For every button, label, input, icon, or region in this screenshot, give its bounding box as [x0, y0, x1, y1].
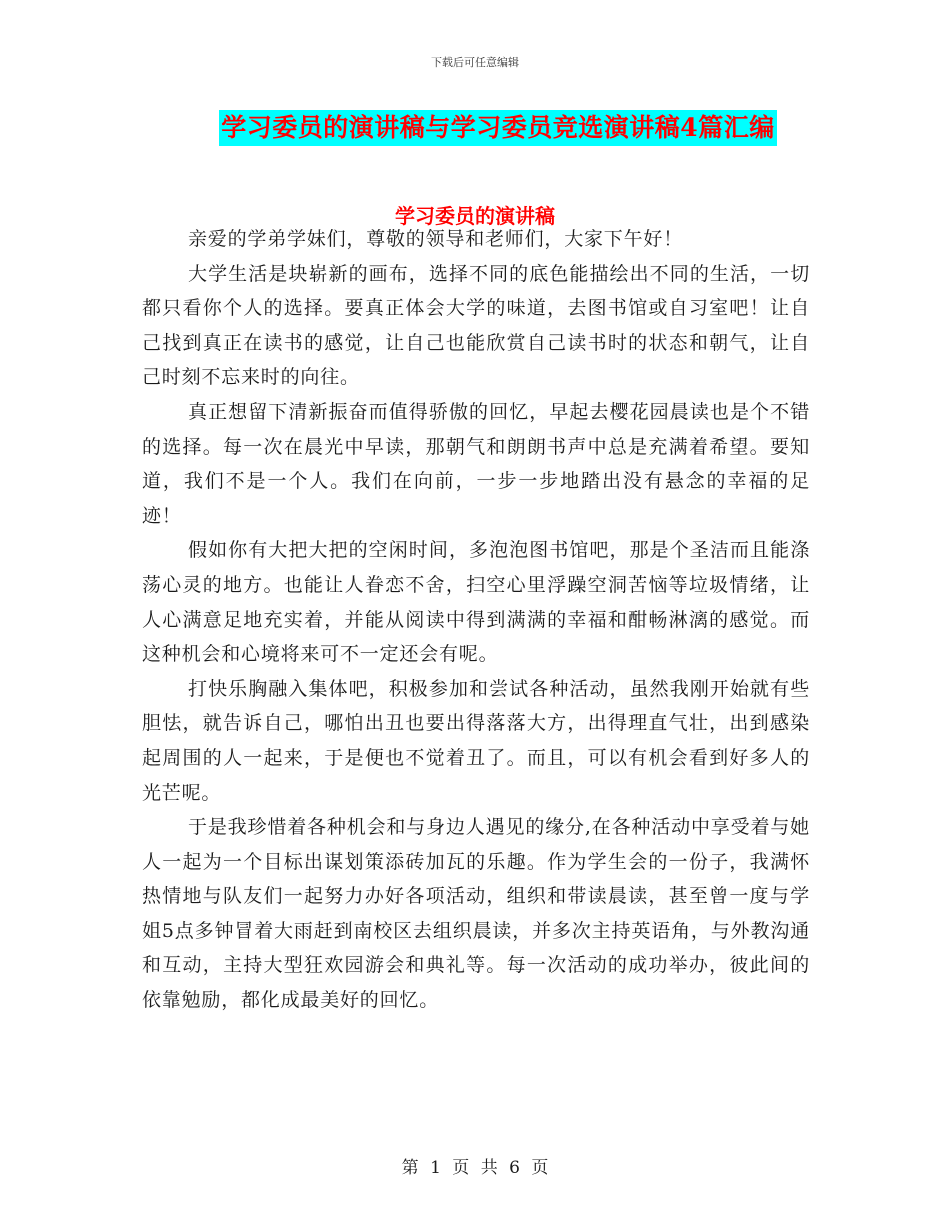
document-title-container: [0, 110, 950, 146]
paragraph-student-union: 于是我珍惜着各种机会和与身边人遇见的缘分,在各种活动中享受着与她人一起为一个目标出谋划策添砖加瓦的乐趣。作为学生会的一份子，我满怀热情地与队友们一起努力办好各项活动，组织和带读晨读，甚至曾一度与学姐5点多钟冒着大雨赶到南校区去组织晨读，并多次主持英语角，与外教沟通和互动，主持大型狂欢园游会和典礼等。每一次活动的成功举办，彼此间的依靠勉励，都化成最美好的回忆。: [142, 816, 810, 1012]
paragraph-morning-reading: 真正想留下清新振奋而值得骄傲的回忆，早起去樱花园晨读也是个不错的选择。每一次在晨光中早读，那朝气和朗朗书声中总是充满着希望。要知道，我们不是一个人。我们在向前，一步一步地踏出没有悬念的幸福的足迹！: [142, 400, 810, 527]
paragraph-library: 假如你有大把大把的空闲时间，多泡泡图书馆吧，那是个圣洁而且能涤荡心灵的地方。也能让人眷恋不舍，扫空心里浮躁空洞苦恼等垃圾情绪，让人心满意足地充实着，并能从阅读中得到满满的幸福和酣畅淋漓的感觉。而这种机会和心境将来可不一定还会有呢。: [142, 539, 810, 666]
paragraph-greeting: 亲爱的学弟学妹们，尊敬的领导和老师们，大家下午好！: [188, 228, 684, 250]
body-text: [142, 222, 810, 1018]
page-number-footer: 第 1 页 共 6 页: [401, 1158, 549, 1178]
header-note: 下载后可任意编辑: [431, 56, 519, 69]
section-title: 学习委员的演讲稿: [395, 204, 555, 228]
paragraph-canvas: 大学生活是块崭新的画布，选择不同的底色能描绘出不同的生活，一切都只看你个人的选择。要真正体会大学的味道，去图书馆或自习室吧！让自己找到真正在读书的感觉，让自己也能欣赏自己读书时的状态和朝气，让自己时刻不忘来时的向往。: [142, 262, 810, 389]
document-title: 学习委员的演讲稿与学习委员竞选演讲稿4篇汇编: [219, 110, 776, 146]
paragraph-activities: 打快乐胸融入集体吧，积极参加和尝试各种活动，虽然我刚开始就有些胆怯，就告诉自己，哪怕出丑也要出得落落大方，出得理直气壮，出到感染起周围的人一起来，于是便也不觉着丑了。而且，可以有机会看到好多人的光芒呢。: [142, 677, 810, 804]
